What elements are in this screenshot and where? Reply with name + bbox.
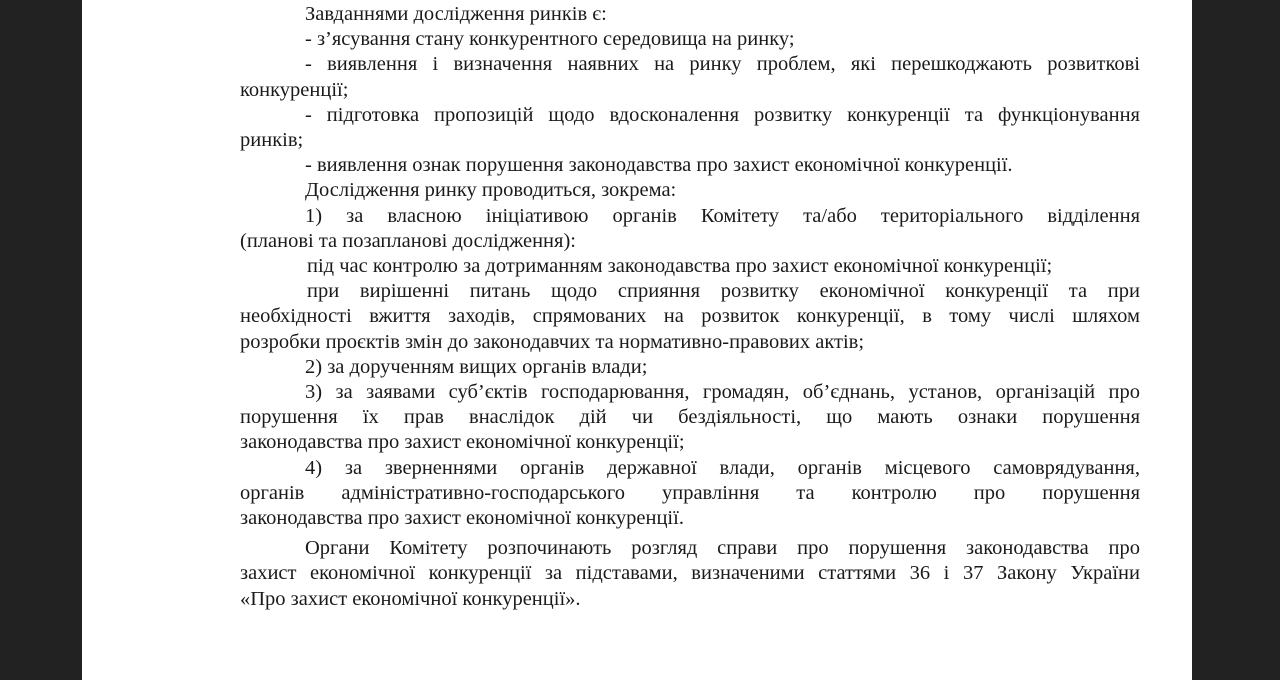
text-line: конкуренції; <box>240 78 349 101</box>
text-line: розробки проєктів змін до законодавчих та нормативно-правових актів; <box>240 330 865 353</box>
document-page <box>82 0 1192 680</box>
text-line: - виявлення ознак порушення законодавства про захист економічної конкуренції. <box>305 154 1013 177</box>
text-line: органів адміністративно-господарського управління та контролю про порушення <box>240 481 1140 504</box>
text-line: ринків; <box>240 129 304 152</box>
text-line: «Про захист економічної конкуренції». <box>240 587 581 610</box>
text-line: - з’ясування стану конкурентного середовища на ринку; <box>305 28 795 51</box>
text-line: захист економічної конкуренції за підставами, визначеними статтями 36 і 37 Закону України <box>240 562 1140 585</box>
text-line: необхідності вжиття заходів, спрямованих на розвиток конкуренції, в тому числі шляхом <box>240 305 1140 328</box>
text-line: при вирішенні питань щодо сприяння розвитку економічної конкуренції та при <box>307 280 1140 303</box>
text-line: Дослідження ринку проводиться, зокрема: <box>305 179 677 202</box>
text-line: законодавства про захист економічної конкуренції; <box>240 431 685 454</box>
text-line: - підготовка пропозицій щодо вдосконалення розвитку конкуренції та функціонування <box>305 103 1140 126</box>
text-line: 3) за заявами суб’єктів господарювання, громадян, об’єднань, установ, організацій про <box>305 381 1140 404</box>
text-line: (планові та позапланові дослідження): <box>240 229 576 252</box>
text-line: законодавства про захист економічної конкуренції. <box>240 507 684 530</box>
text-line: - виявлення і визначення наявних на ринку проблем, які перешкоджають розвиткові <box>305 53 1140 76</box>
text-line: Завданнями дослідження ринків є: <box>305 3 607 25</box>
text-line: порушення їх прав внаслідок дій чи бездіяльності, що мають ознаки порушення <box>240 406 1140 429</box>
text-line: Органи Комітету розпочинають розгляд справи про порушення законодавства про <box>305 537 1140 560</box>
document-text <box>240 2 1140 612</box>
text-line: 4) за зверненнями органів державної влади, органів місцевого самоврядування, <box>305 456 1140 479</box>
text-line: під час контролю за дотриманням законодавства про захист економічної конкуренції; <box>307 255 1053 278</box>
text-line: 1) за власною ініціативою органів Комітету та/або територіального відділення <box>305 204 1140 227</box>
text-line: 2) за дорученням вищих органів влади; <box>305 355 648 378</box>
